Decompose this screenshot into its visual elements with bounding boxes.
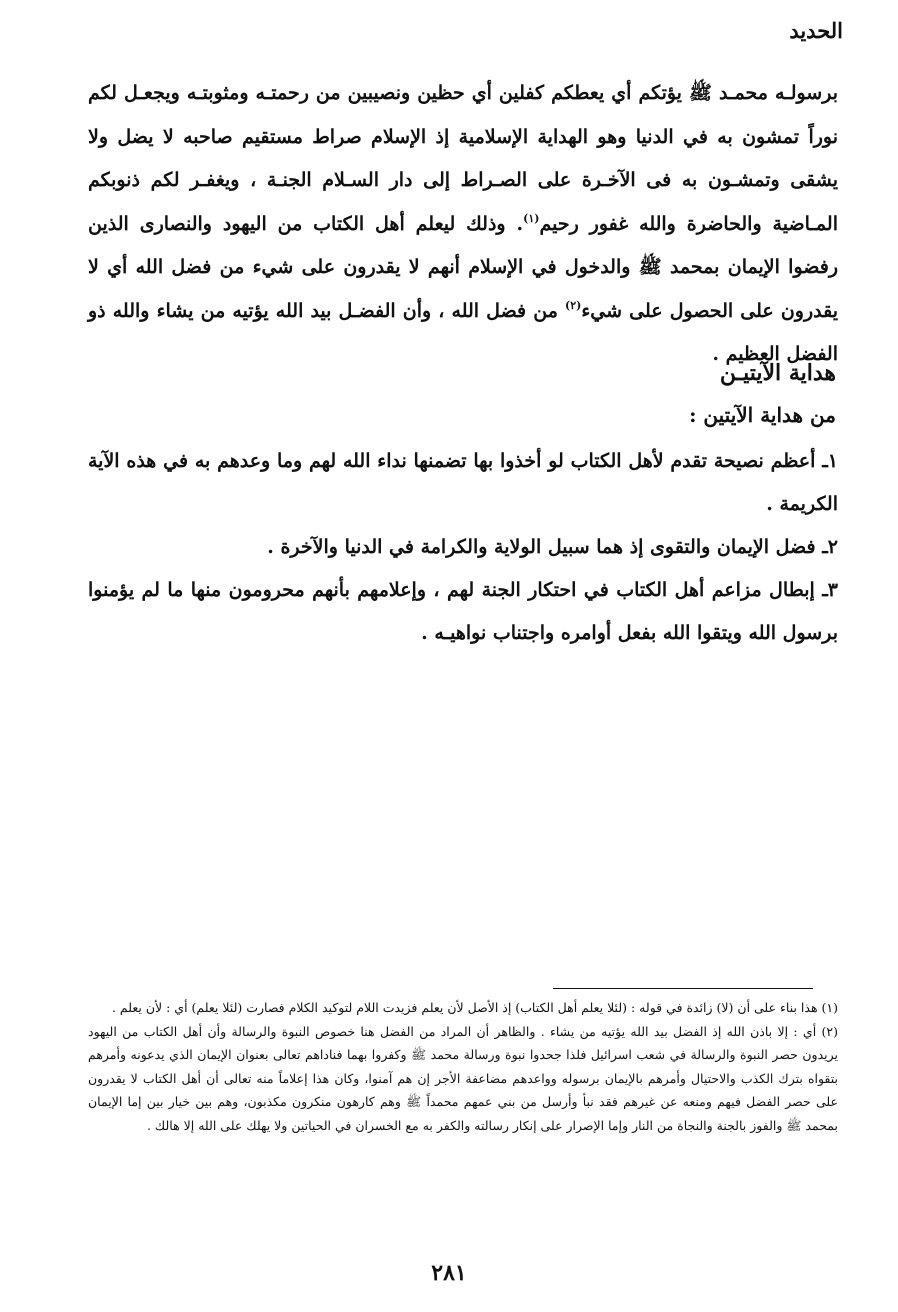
paragraph-text-2: . وذلك ليعلم أهل الكتاب من اليهود والنصارى الذين رفضوا الإيمان بمحمد ﷺ والدخول في الإسلام أنهم لا يقدرون على شيء من فضل الله أي لا يقدرون على الحصول على شيء [88,212,838,322]
footnote-marker-2: (٢) [564,298,582,312]
page-number: ٢٨١ [431,1260,467,1286]
paragraph-text-1: برسولـه محمـد ﷺ يؤتكم أي يعطكم كفلين أي حظين ونصيبين من رحمتـه ومثوبتـه ويجعـل لكم نوراً تمشون به في الدنيا وهو الهداية الإسلامية إذ الإسلام صراط مستقيم صاحبه لا يضل ولا يشقى وتمشـون به فى الآخـرة على الصـراط إلى دار السـلام الجنـة ، ويغفـر لكم ذنوبكم المـاضية والحاضرة والله غفور رحيم [88,82,838,235]
guidance-point-2: ٢ـ فضل الإيمان والتقوى إذ هما سبيل الولاية والكرامة في الدنيا والآخرة . [267,536,838,558]
footnotes [88,996,838,1137]
footnote-divider [553,988,813,989]
guidance-point-1: ١ـ أعظم نصيحة تقدم لأهل الكتاب لو أخذوا بها تضمنها نداء الله لهم وما وعدهم به في هذه الآية الكريمة . [88,450,838,515]
guidance-point-3: ٣ـ إبطال مزاعم أهل الكتاب في احتكار الجنة لهم ، وإعلامهم بأنهم محرومون منها ما لم يؤمنوا برسول الله ويتقوا الله بفعل أوامره واجتناب نواهيـه . [88,579,838,644]
paragraph-text-3: من فضل الله ، وأن الفضـل بيد الله يؤتيه من يشاء والله ذو الفضل العظيم . [88,299,838,365]
footnote-marker-1: (١) [523,211,540,225]
section-title: هداية الآيتيـن [719,360,836,386]
section-subtitle: من هداية الآيتين : [689,403,836,427]
footnote-2: (٢) أي : إلا باذن الله إذ الفضل بيد الله يؤتيه من يشاء . والظاهر أن المراد من الفضل هنا خصوص النبوة والرسالة وأن أهل الكتاب من اليهود يريدون حصر النبوة والرسالة في شعب اسرائيل فلذا جحدوا نبوة ورسالة محمد ﷺ وكفروا بهما فناداهم تعالى بعنوان الإيمان الذي يدعونه وأمرهم بتقواه بترك الكذب والاحتيال وأمرهم بالإيمان برسوله وواعدهم مضاعفة الأجر إن هم آمنوا، وكان هذا إعلاماً منه تعالى أن أهل الكتاب لا يقدرون على حصر الفضل فيهم ومنعه عن غيرهم فقد نبأ وأرسل من بني عمهم محمداً ﷺ وهم كارهون منكرون مكذبون، وهم بين خيار بين إما الإيمان بمحمد ﷺ والفوز بالجنة والنجاة من النار وإما الإصرار على إنكار رسالته والكفر به مع الخسران في الحياتين ولا يهلك على الله إلا هالك . [88,1023,838,1133]
guidance-points [88,440,838,655]
footnote-1: (١) هذا بناء على أن (لا) زائدة في قوله : (لئلا يعلم أهل الكتاب) إذ الأصل لأن يعلم فزيدت اللام لتوكيد الكلام فصارت (لئلا يعلم) أي : لأن يعلم . [111,1000,838,1015]
running-header: الحديد [789,18,843,43]
commentary-paragraph [88,72,838,377]
